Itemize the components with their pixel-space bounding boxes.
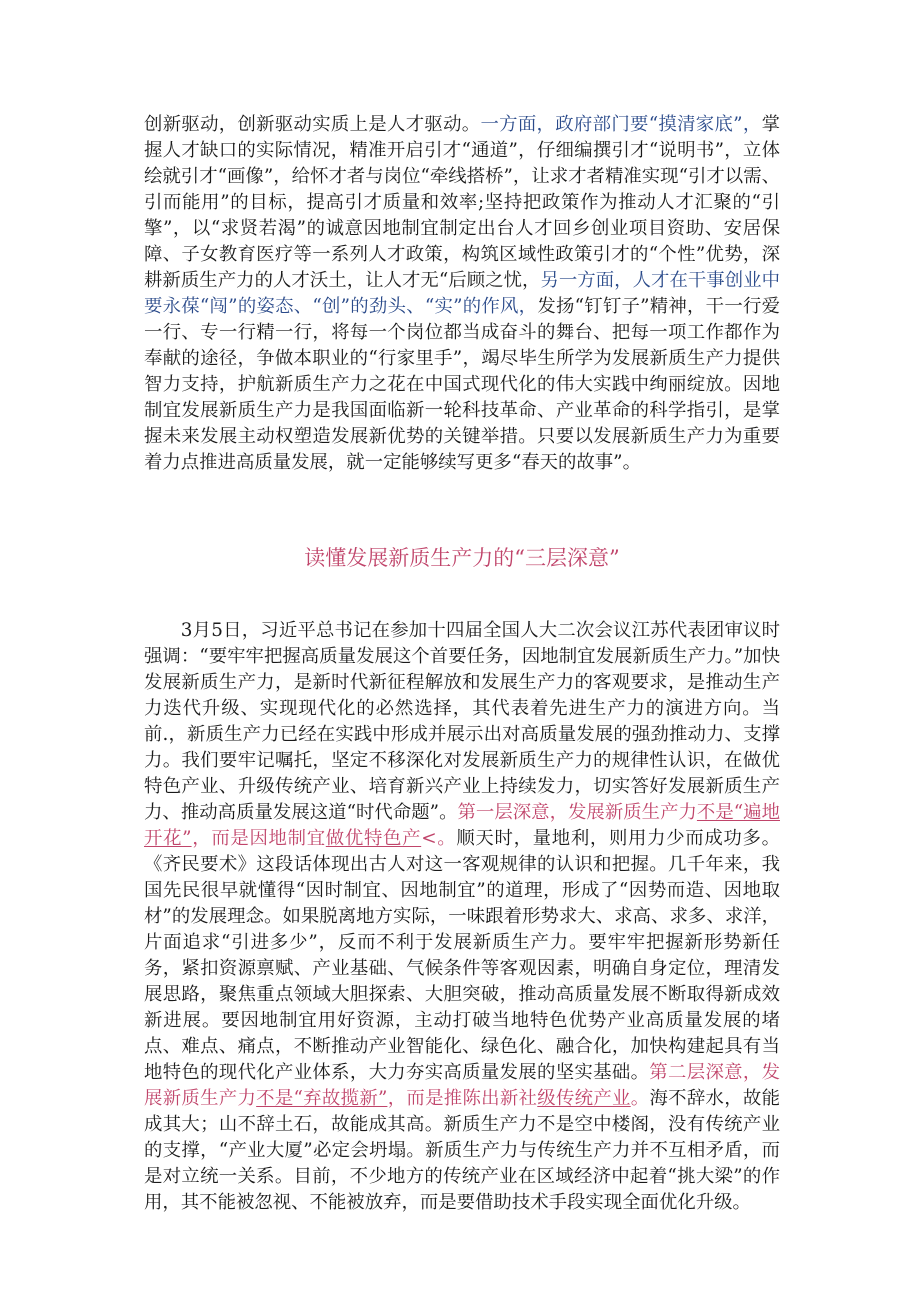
layer1-heading-a: 第一层深意，发展新质生产力	[457, 802, 697, 823]
layer1-heading-d: 做优特色产	[325, 828, 422, 849]
section-title: 读懂发展新质生产力的“三层深意”	[304, 546, 620, 570]
layer2-heading-d: 级传统产业	[537, 1088, 631, 1109]
p1-text-1: 创新驱动，创新驱动实质上是人才驱动。	[144, 114, 481, 135]
p2-text-1: 3月5日，习近平总书记在参加十四届全国人大二次会议江苏代表团审议时强调：“要牢牢把握高质量发展这个首要任务，因地制宜发展新质生产力。”加快发展新质生产力，是新时代新征程解放和发展生产力的客观要求，是推动生产力迭代升级、实现现代化的必然选择，其代表着先进生产力的演进方向。当前.，新质生产力已经在实践中形成并展示出对高质量发展的强劲推动力、支撑力。我们要牢记嘱托，坚定不移深化对发展新质生产力的规律性认识，在做优特色产业、升级传统产业、培育新兴产业上持续发力，切实答好发展新质生产力、推动高质量发展这道“时代命题”。	[144, 620, 780, 823]
layer2-heading-b: 不是“弃故揽新”	[256, 1088, 388, 1109]
p2-text-2: 顺天时，量地利，则用力少而成功多。《齐民要术》这段话体现出古人对这一客观规律的认识和把握。几千年来，我国先民很早就懂得“因时制宜、因地制宜”的道理，形成了“因势而造、因地取材”的发展理念。如果脱离地方实际，一味跟着形势求大、求高、求多、求洋，片面追求“引进多少”，反而不利于发展新质生产力。要牢牢把握新形势新任务，紧扣资源禀赋、产业基础、气候条件等客观因素，明确自身定位，理清发展思路，聚焦重点领域大胆探索、大胆突破，推动高质量发展不断取得新成效新进展。要因地制宜用好资源，主动打破当地特色优势产业高质量发展的堵点、难点、痛点，不断推动产业智能化、绿色化、融合化，加快构建起具有当地特色的现代化产业体系，大力夯实高质量发展的坚实基础。	[144, 828, 780, 1083]
layer1-heading-c: ，而是因地制宜	[191, 828, 326, 849]
layer1-heading-e: <。	[421, 828, 457, 849]
p1-text-3: 发扬“钉钉子”精神，干一行爱一行、专一行精一行，将每一个岗位都当成奋斗的舞台、把每一项工作都作为奉献的途径，争做本职业的“行家里手”，竭尽毕生所学为发展新质生产力提供智力支持，护航新质生产力之花在中国式现代化的伟大实践中绚丽绽放。因地制宜发展新质生产力是我国面临新一轮科技革命、产业革命的科学指引，是掌握未来发展主动权塑造发展新优势的关键举措。只要以发展新质生产力为重要着力点推进高质量发展，就一定能够续写更多“春天的故事”。	[144, 296, 780, 473]
body-paragraph-1	[144, 112, 780, 476]
body-paragraph-2	[144, 618, 780, 1216]
layer2-heading-e: 。	[630, 1088, 650, 1109]
p2-text-3: 海不辞水，故能成其大；山不辞土石，故能成其高。新质生产力不是空中楼阁，没有传统产业的支撑，“产业大厦”必定会坍塌。新质生产力与传统生产力并不互相矛盾，而是对立统一关系。目前，不少地方的传统产业在区域经济中起着“挑大梁”的作用，其不能被忽视、不能被放弃，而是要借助技术手段实现全面优化升级。	[144, 1088, 780, 1213]
layer2-heading-a: 第二层深意，发展新质生产力	[144, 1062, 780, 1109]
p1-highlight-1: 一方面，政府部门要“摸清家底”，	[480, 114, 762, 135]
layer2-heading-c: ，而是推陈出新社	[387, 1088, 538, 1109]
layer1-heading-b: 不是“遍地开花”	[144, 802, 780, 849]
p1-text-2: 掌握人才缺口的实际情况，精准开启引才“通道”，仔细编撰引才“说明书”，立体绘就引才“画像”，给怀才者与岗位“牵线搭桥”，让求才者精准实现“引才以需、引而能用”的目标，提高引才质量和效率;坚持把政策作为推动人才汇聚的“引擎”，以“求贤若渴”的诚意因地制宜制定出台人才回乡创业项目资助、安居保障、子女教育医疗等一系列人才政策，构筑区域性政策引才的“个性”优势，深耕新质生产力的人才沃土，让人才无“后顾之忧，	[144, 114, 780, 291]
p1-highlight-2: 另一方面，人才在干事创业中要永葆“闯”的姿态、“创”的劲头、“实”的作风，	[144, 270, 780, 317]
